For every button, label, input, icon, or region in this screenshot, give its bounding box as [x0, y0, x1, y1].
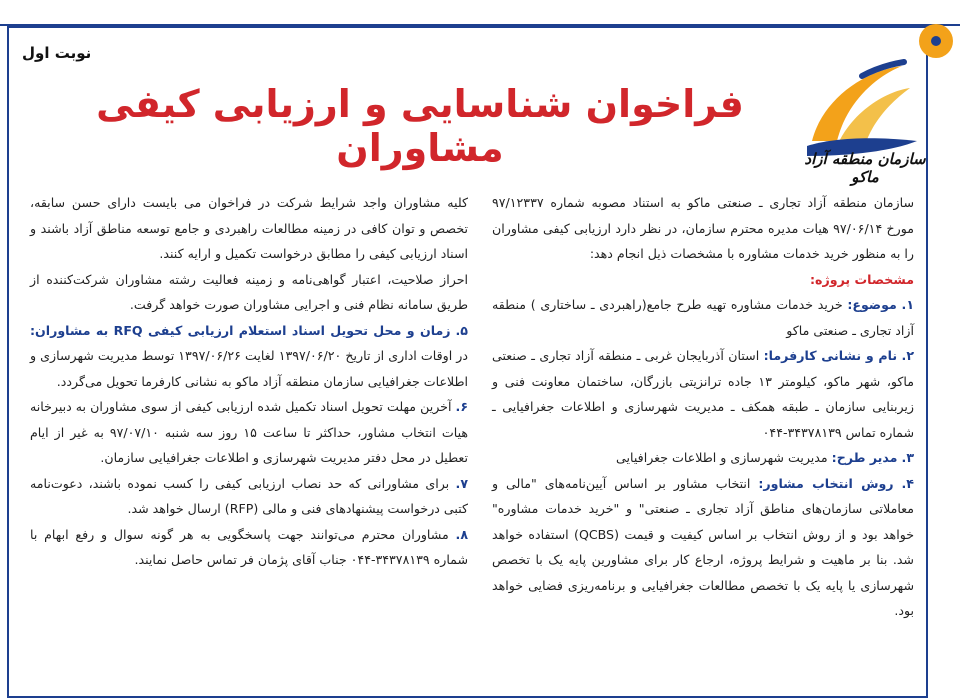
item-7 [30, 471, 468, 522]
item-text: مدیریت شهرسازی و اطلاعات جغرافیایی [616, 450, 832, 465]
notice-label: نوبت اول [22, 44, 92, 62]
item-1 [492, 292, 914, 343]
item-number: ۱. [901, 297, 914, 312]
corner-dot-icon [919, 24, 953, 58]
item-6 [30, 394, 468, 471]
item-text: برای مشاورانی که حد نصاب ارزیابی کیفی را کسب نموده باشند، دعوت‌نامه کتبی درخواست پیشنهادهای فنی و مالی (RFP) ارسال خواهد شد. [30, 475, 468, 516]
item-heading: مدیر طرح: [831, 450, 898, 465]
item-text: آخرین مهلت تحویل اسناد تکمیل شده ارزیابی کیفی از سوی مشاوران به دبیرخانه هیات انتخاب مشاور، حداکثر تا ساعت ۱۵ روز سه شنبه ۹۷/۰۷/۱۰ به غیر از ایام تعطیل در محل دفتر مدیریت شهرسازی و اطلاعات جغرافیایی سازمان. [30, 399, 469, 465]
item-text: در اوقات اداری از تاریخ ۱۳۹۷/۰۶/۲۰ لغایت ۱۳۹۷/۰۶/۲۶ توسط مدیریت شهرسازی و اطلاعات جغرافیایی سازمان منطقه آزاد ماکو به نشانی کارفرما تحویل می‌گردد. [30, 348, 468, 389]
item-number: ۴. [901, 475, 914, 491]
item-text: خرید خدمات مشاوره تهیه طرح جامع(راهبردی ـ ساختاری ) منطقه آزاد تجاری ـ صنعتی ماکو [492, 297, 914, 338]
page-title: فراخوان شناسایی و ارزیابی کیفی مشاوران [96, 82, 744, 170]
intro-paragraph: سازمان منطقه آزاد تجاری ـ صنعتی ماکو به استناد مصوبه شماره ۹۷/۱۲۳۳۷ مورخ ۹۷/۰۶/۱۴ هیات مدیره محترم سازمان، در نظر دارد ارزیابی کیفی مشاوران را به منظور خرید خدمات مشاوره با مشخصات ذیل انجام دهد: [492, 195, 914, 261]
item-number: ۲. [901, 348, 914, 363]
item-number: ۶. [455, 399, 468, 414]
item-heading: نام و نشانی کارفرما: [763, 348, 898, 363]
item-5 [30, 318, 468, 395]
item-text: استان آذربایجان غربی ـ منطقه آزاد تجاری ـ صنعتی ماکو، شهر ماکو، کیلومتر ۱۳ جاده ترانزیتی بازرگان، ساختمان معاونت فنی و زیربنایی سازمان ـ طبقه همکف ـ مدیریت شهرسازی و اطلاعات جغرافیایی ـ شماره تماس ۳۴۳۷۸۱۳۹-۰۴۴ [492, 348, 914, 440]
logo-text: سازمان منطقه آزاد ماکو [804, 150, 926, 186]
item-number: ۷. [455, 475, 468, 491]
right-column [492, 190, 914, 624]
item-text: انتخاب مشاور بر اساس آیین‌نامه‌های "مالی و معاملاتی سازمان‌های مناطق آزاد تجاری ـ صنعتی" و "خرید خدمات مشاوره" خواهد بود و از روش انتخاب بر اساس کیفیت و قیمت (QCBS) استفاده خواهد شد. بنا بر ماهیت و شرایط پروژه، ارجاع کار برای مشاورین پایه یک با تخصص شهرسازی یا پایه یک با تخصص مطالعات جغرافیایی و برنامه‌ریزی فضایی خواهد بود. [492, 475, 914, 618]
item-number: ۳. [901, 450, 914, 465]
left-column [30, 190, 468, 573]
item-number: ۵. [455, 322, 468, 338]
paragraph-qualification: کلیه مشاوران واجد شرایط شرکت در فراخوان می بایست دارای حسن سابقه، تخصص و توان کافی در زمینه مطالعات راهبردی و جامع توسعه مناطق آزاد باشند و اسناد ارزیابی کیفی را مطابق درخواست تکمیل و ارایه کنند. [30, 195, 468, 261]
item-4 [492, 471, 914, 624]
paragraph-licensing: احراز صلاحیت، اعتبار گواهی‌نامه و زمینه فعالیت رشته مشاوران شرکت‌کننده از طریق سامانه نظام فنی و اجرایی مشاوران صورت خواهد گرفت. [30, 271, 468, 312]
item-text: مشاوران محترم می‌توانند جهت پاسخگویی به هر گونه سوال و رفع ابهام با شماره ۳۴۳۷۸۱۳۹-۰۴۴ جناب آقای پژمان فر تماس حاصل نمایند. [30, 526, 468, 567]
item-heading: زمان و محل تحویل اسناد استعلام ارزیابی کیفی RFQ به مشاوران: [30, 322, 451, 338]
item-3 [492, 445, 914, 471]
item-8 [30, 522, 468, 573]
item-2 [492, 343, 914, 445]
item-number: ۸. [455, 526, 468, 542]
item-heading: روش انتخاب مشاور: [758, 475, 894, 491]
item-heading: موضوع: [847, 297, 897, 312]
specs-title: مشخصات پروژه: [810, 271, 914, 287]
